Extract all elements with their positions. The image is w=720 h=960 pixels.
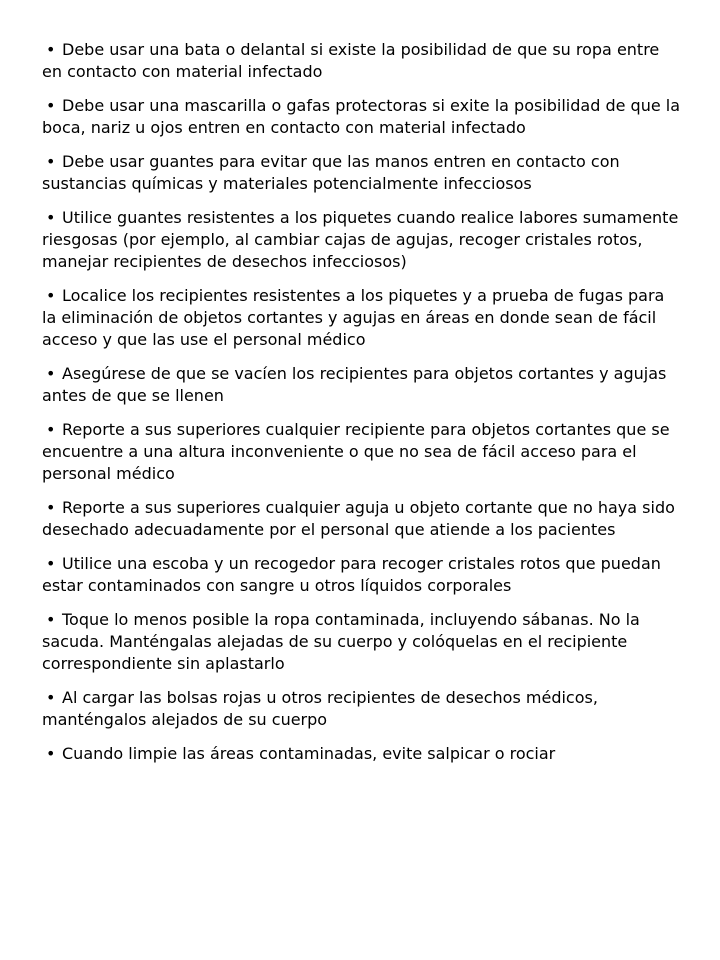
list-item-text: Toque lo menos posible la ropa contaminada, incluyendo sábanas. No la sacuda. Manténgalas alejadas de su cuerpo y colóquelas en el recipiente correspondiente sin aplastarlo: [42, 610, 640, 673]
list-item-text: Localice los recipientes resistentes a los piquetes y a prueba de fugas para la eliminación de objetos cortantes y agujas en áreas en donde sean de fácil acceso y que las use el personal médico: [42, 286, 665, 349]
list-item-text: Reporte a sus superiores cualquier recipiente para objetos cortantes que se encuentre a una altura inconveniente o que no sea de fácil acceso para el personal médico: [42, 420, 670, 483]
list-item-text: Reporte a sus superiores cualquier aguja u objeto cortante que no haya sido desechado adecuadamente por el personal que atiende a los pacientes: [42, 498, 675, 539]
list-item: [42, 151, 682, 195]
list-item-text: Utilice guantes resistentes a los piquetes cuando realice labores sumamente riesgosas (por ejemplo, al cambiar cajas de agujas, recoger cristales rotos, manejar recipientes de desechos infecciosos): [42, 208, 679, 271]
list-item: [42, 609, 682, 675]
list-item-text: Debe usar guantes para evitar que las manos entren en contacto con sustancias químicas y materiales potencialmente infecciosos: [42, 152, 620, 193]
list-item: [42, 363, 682, 407]
bullet-icon: •: [46, 286, 56, 305]
bullet-icon: •: [46, 152, 56, 171]
list-item: [42, 419, 682, 485]
bullet-icon: •: [46, 420, 56, 439]
list-item: [42, 39, 682, 83]
list-item-text: Debe usar una bata o delantal si existe la posibilidad de que su ropa entre en contacto con material infectado: [42, 40, 660, 81]
list-item: [42, 687, 682, 731]
bullet-icon: •: [46, 96, 56, 115]
list-item: [42, 95, 682, 139]
bullet-icon: •: [46, 364, 56, 383]
bullet-icon: •: [46, 40, 56, 59]
list-item-text: Asegúrese de que se vacíen los recipientes para objetos cortantes y agujas antes de que se llenen: [42, 364, 667, 405]
list-item: [42, 497, 682, 541]
list-item: [42, 285, 682, 351]
bullet-icon: •: [46, 688, 56, 707]
list-item-text: Cuando limpie las áreas contaminadas, evite salpicar o rociar: [62, 744, 556, 763]
list-item-text: Al cargar las bolsas rojas u otros recipientes de desechos médicos, manténgalos alejados de su cuerpo: [42, 688, 598, 729]
bullet-icon: •: [46, 744, 56, 763]
list-item-text: Debe usar una mascarilla o gafas protectoras si exite la posibilidad de que la boca, nariz u ojos entren en contacto con material infectado: [42, 96, 681, 137]
bullet-icon: •: [46, 610, 56, 629]
bullet-icon: •: [46, 208, 56, 227]
list-item: [42, 553, 682, 597]
safety-guidelines-list: [42, 39, 682, 777]
list-item-text: Utilice una escoba y un recogedor para recoger cristales rotos que puedan estar contaminados con sangre u otros líquidos corporales: [42, 554, 661, 595]
bullet-icon: •: [46, 498, 56, 517]
list-item: [42, 743, 682, 765]
list-item: [42, 207, 682, 273]
bullet-icon: •: [46, 554, 56, 573]
